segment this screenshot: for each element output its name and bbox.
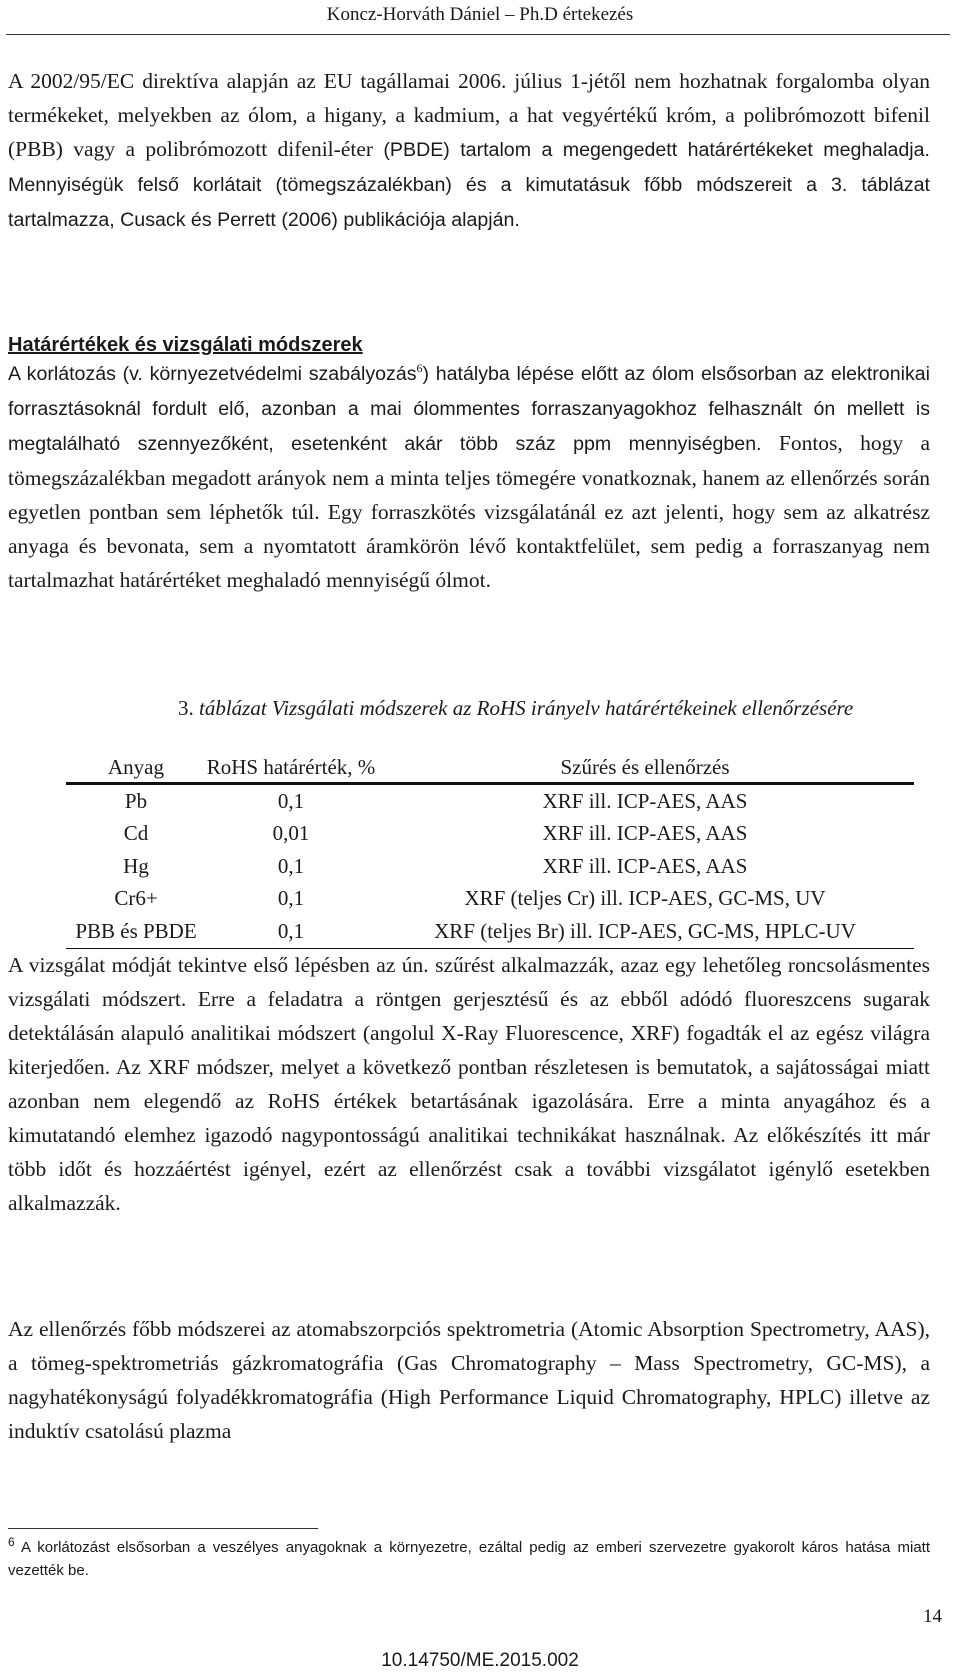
doi-footer: 10.14750/ME.2015.002 [381, 1650, 579, 1671]
table-cell: Hg [123, 853, 149, 878]
footnote-text: A korlátozást elsősorban a veszélyes anyagoknak a környezetre, ezáltal pedig az emberi szervezetre gyakorolt káros hatása miatt vezették be. [8, 1539, 930, 1579]
table-caption-number: 3. [178, 696, 194, 720]
table-cell: 0,01 [272, 821, 310, 846]
table-cell: 0,1 [277, 886, 305, 911]
table-cell: 0,1 [206, 915, 376, 948]
table-cell: Cd [123, 821, 149, 846]
table-cell: PBB és PBDE [66, 915, 206, 948]
table-header-cell: Szűrés és ellenőrzés [376, 752, 914, 784]
paragraph-restriction [8, 356, 930, 597]
table-row [66, 818, 914, 851]
page-number: 14 [923, 1606, 942, 1627]
table-caption [178, 696, 853, 721]
paragraph-restriction-part2: ) hatályba lépése előtt az ólom elsősorban az elektronikai forrasztásoknál fordult elő, azonban a mai ólommentes forraszanyagokhoz felhasznált ón mellett is megtalálható szennyezőként, esetenként akár több száz ppm mennyiségben. [8, 363, 930, 455]
footnote-number: 6 [8, 1535, 15, 1549]
table-cell: XRF (teljes Cr) ill. ICP-AES, GC-MS, UV [464, 886, 826, 911]
paragraph-directive-part3: Mennyiségük felső korlátait (tömegszázalékban) és a kimutatásuk főbb módszereit a 3. táblázat tartalmazza, Cusack és Perrett (2006) publikációja alapján. [8, 174, 930, 231]
table-header-cell: RoHS határérték, % [206, 752, 376, 784]
table-cell: XRF ill. ICP-AES, AAS [542, 788, 748, 813]
paragraph-directive [8, 64, 930, 237]
paragraph-restriction-part1: A korlátozás (v. környezetvédelmi szabályozás [8, 363, 417, 385]
header-rule [6, 34, 950, 35]
paragraph-restriction-part3: Fontos, hogy a tömegszázalékban megadott arányok nem a minta teljes tömegére vonatkoznak, hanem az ellenőrzés során egyetlen pontban sem léphetők túl. Egy forraszkötés vizsgálatánál ez azt jelenti, hogy sem az alkatrész anyaga és bevonata, sem a nyomtatott áramkörön lévő kontaktfelület, sem pedig a forraszanyag nem tartalmazhat határértéket meghaladó mennyiségű ólmot. [8, 431, 930, 592]
table-row [66, 850, 914, 883]
table-header-row [66, 752, 914, 784]
running-header: Koncz-Horváth Dániel – Ph.D értekezés [326, 4, 634, 25]
paragraph-directive-part1: A 2002/95/EC direktíva alapján az EU tagállamai 2006. július 1-jétől nem hozhatnak forgalomba olyan termékeket, melyekben az ólom, a higany, a kadmium, a hat vegyértékű króm, a polibrómozott bifenil (PBB) vagy a polibrómozott difenil-éter [8, 69, 930, 161]
table-cell: XRF ill. ICP-AES, AAS [542, 821, 748, 846]
table-cell: XRF (teljes Br) ill. ICP-AES, GC-MS, HPLC-UV [376, 915, 914, 948]
paragraph-directive-part2: (PBDE) tartalom a megengedett határértékeket meghaladja. [383, 139, 930, 161]
table-cell: XRF ill. ICP-AES, AAS [542, 853, 748, 878]
table-cell: 0,1 [277, 853, 305, 878]
table-caption-text: táblázat Vizsgálati módszerek az RoHS irányelv határértékeinek ellenőrzésére [199, 696, 854, 720]
paragraph-methods: Az ellenőrzés főbb módszerei az atomabszorpciós spektrometria (Atomic Absorption Spectrometry, AAS), a tömeg-spektrometriás gázkromatográfia (Gas Chromatography – Mass Spectrometry, GC-MS), a nagyhatékonyságú folyadékkromatográfia (High Performance Liquid Chromatography, HPLC) illetve az induktív csatolású plazma [8, 1317, 930, 1443]
paragraph-screening: A vizsgálat módját tekintve első lépésben az ún. szűrést alkalmazzák, azaz egy lehetőleg roncsolásmentes vizsgálati módszert. Erre a feladatra a röntgen gerjesztésű és az ebből adódó fluoreszcens sugarak detektálásán alapuló analitikai módszert (angolul X-Ray Fluorescence, XRF) fogadták el az egész világra kiterjedően. Az XRF módszer, melyet a következő pontban részletesen is bemutatok, a sajátosságai miatt azonban nem elegendő az RoHS értékek betartásának igazolására. Erre a minta anyagához és a kimutatandó elemhez igazodó nagypontosságú analitikai technikákat használnak. Az előkészítés itt már több időt és hozzáértést igényel, ezért az ellenőrzést csak a további vizsgálatot igénylő esetekben alkalmazzák. [8, 953, 930, 1215]
table-cell: 0,1 [277, 788, 305, 813]
footnote-rule [8, 1528, 318, 1529]
footnote [8, 1536, 930, 1582]
table-header-cell: Anyag [66, 752, 206, 784]
table-row [66, 883, 914, 916]
footnote-ref[interactable]: 6 [416, 360, 423, 375]
table-row [66, 784, 914, 818]
table-row [66, 915, 914, 948]
section-heading: Határértékek és vizsgálati módszerek [8, 334, 363, 356]
rohs-table [66, 752, 914, 949]
table-cell: Pb [124, 788, 148, 813]
table-cell: Cr6+ [114, 886, 158, 911]
